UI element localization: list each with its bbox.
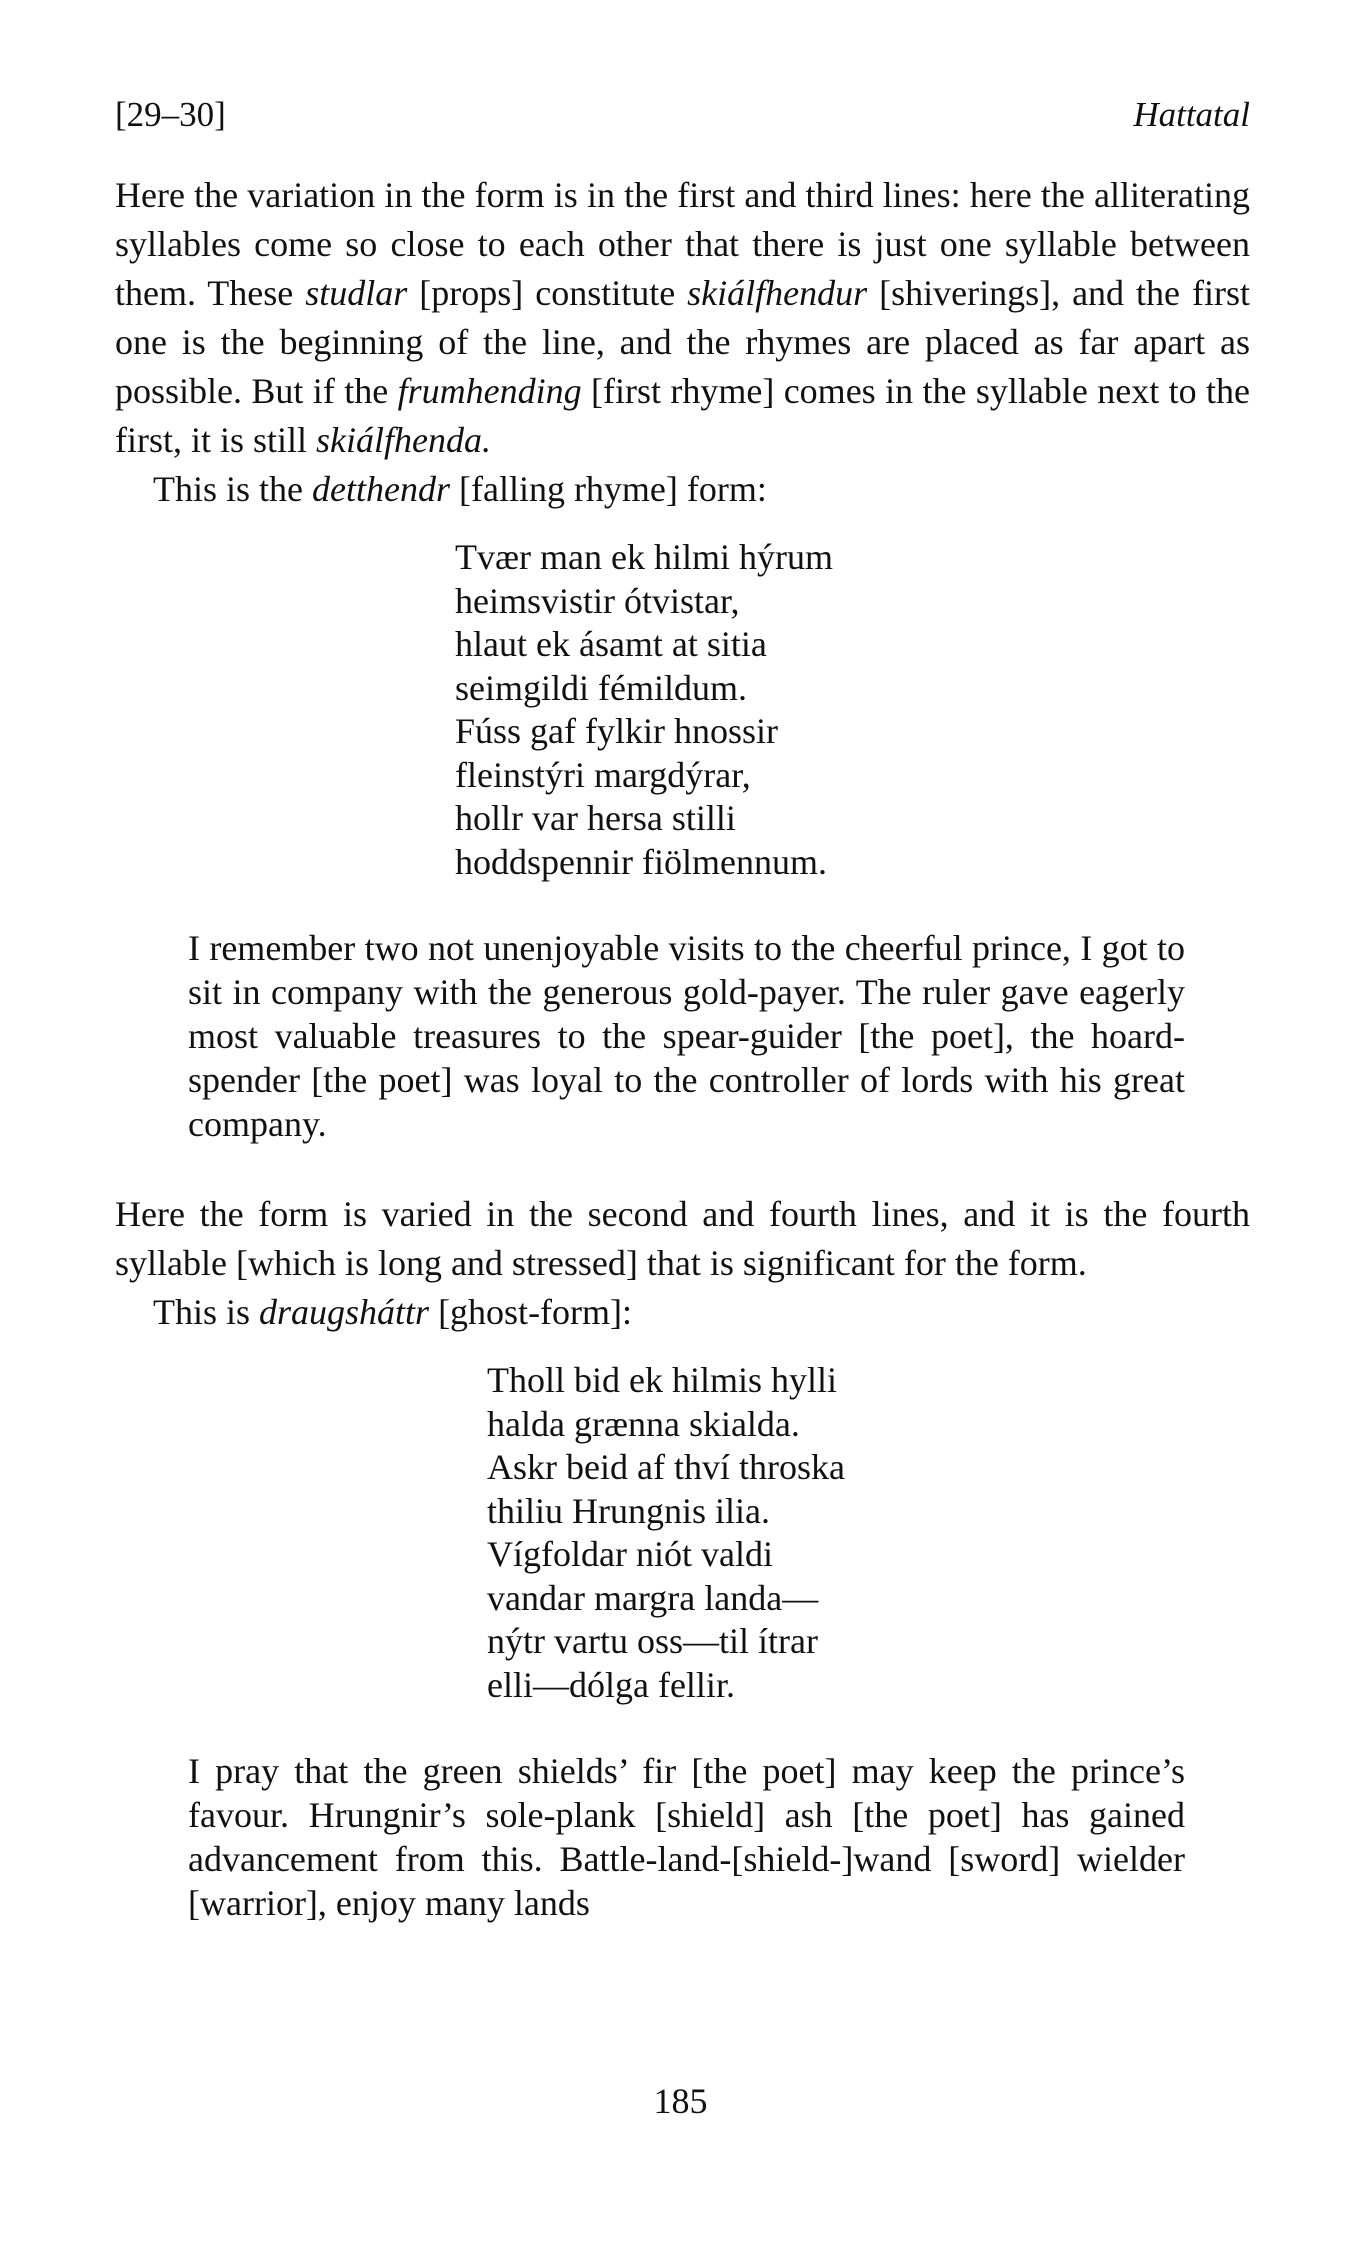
term-frumhending: frumhending: [397, 371, 582, 411]
verse-line: seimgildi fémildum.: [455, 667, 747, 708]
verse-line: nýtr vartu oss—til ítrar: [487, 1621, 818, 1661]
verse-line: Fúss gaf fylkir hnossir: [455, 711, 778, 751]
term-detthendr: detthendr: [312, 469, 450, 509]
verse-line: Tvær man ek hilmi hýrum: [455, 537, 833, 577]
translation-detthendr: I remember two not unenjoyable visits to the cheerful prince, I got to sit in company with the generous gold-payer. The ruler gave eagerly most valuable treasures to the spear-guider [the poet], the hoard-spender [the poet] was loyal to the controller of lords with his great company.: [188, 928, 1185, 1144]
verse-line: Askr beid af thví throska: [487, 1447, 845, 1487]
verse-line: fleinstýri margdýrar,: [455, 754, 751, 795]
intro-draugshattr: [115, 1288, 1250, 1337]
text-run: [ghost-form]:: [429, 1292, 633, 1332]
page-number: 185: [653, 2081, 708, 2121]
verse-line: heimsvistir ótvistar,: [455, 580, 740, 621]
verse-line: Vígfoldar niót valdi: [487, 1534, 773, 1574]
term-skialfhenda: skiálfhenda.: [316, 420, 492, 460]
paragraph-form-variation: Here the form is varied in the second and fourth lines, and it is the fourth syllable [which is long and stressed] that is significant for the form.: [115, 1194, 1250, 1283]
verse-line: halda grænna skialda.: [487, 1403, 800, 1444]
running-title: Hattatal: [1133, 95, 1250, 134]
paragraph-skialfhenda: [115, 171, 1250, 465]
term-studlar: studlar: [305, 273, 408, 313]
text-run: Here the variation in the form is in the first and third lines: here the alliterating syllables come so close to each other that there is just one syllable between them. These: [115, 175, 1250, 313]
verse-line: hoddspennir fiölmennum.: [455, 841, 827, 882]
verse-line: Tholl bid ek hilmis hylli: [487, 1360, 837, 1400]
verse-stanza-detthendr: [455, 536, 1250, 884]
text-run: [first rhyme] comes in the syllable next to the first, it is still: [115, 371, 1250, 460]
verse-line: elli—dólga fellir.: [487, 1664, 735, 1705]
verse-stanza-draugshattr: [487, 1359, 1250, 1707]
verse-line: vandar margra landa—: [487, 1577, 819, 1618]
text-run: [falling rhyme] form:: [449, 469, 767, 509]
translation-draugshattr: I pray that the green shields’ fir [the poet] may keep the prince’s favour. Hrungnir’s sole-plank [shield] ash [the poet] has gained advancement from this. Battle-land-[shield-]wand [sword] wielder [warrior], enjoy many lands: [188, 1751, 1185, 1923]
verse-line: hollr var hersa stilli: [455, 798, 736, 838]
text-run: [shiverings], and the first one is the beginning of the line, and the rhymes are placed as far apart as possible. But if the: [115, 273, 1250, 411]
term-draugshattr: draugsháttr: [259, 1292, 430, 1332]
text-run: [props] constitute: [407, 273, 688, 313]
term-skialfhendur: skiálfhendur: [687, 273, 868, 313]
running-head: [115, 95, 1250, 135]
verse-line: thiliu Hrungnis ilia.: [487, 1490, 770, 1531]
text-run: This is the: [153, 469, 312, 509]
text-run: This is: [153, 1292, 260, 1332]
verse-line: hlaut ek ásamt at sitia: [455, 624, 767, 664]
section-reference: [29–30]: [115, 95, 226, 134]
book-page: [115, 95, 1250, 1925]
intro-detthendr: [115, 465, 1250, 514]
